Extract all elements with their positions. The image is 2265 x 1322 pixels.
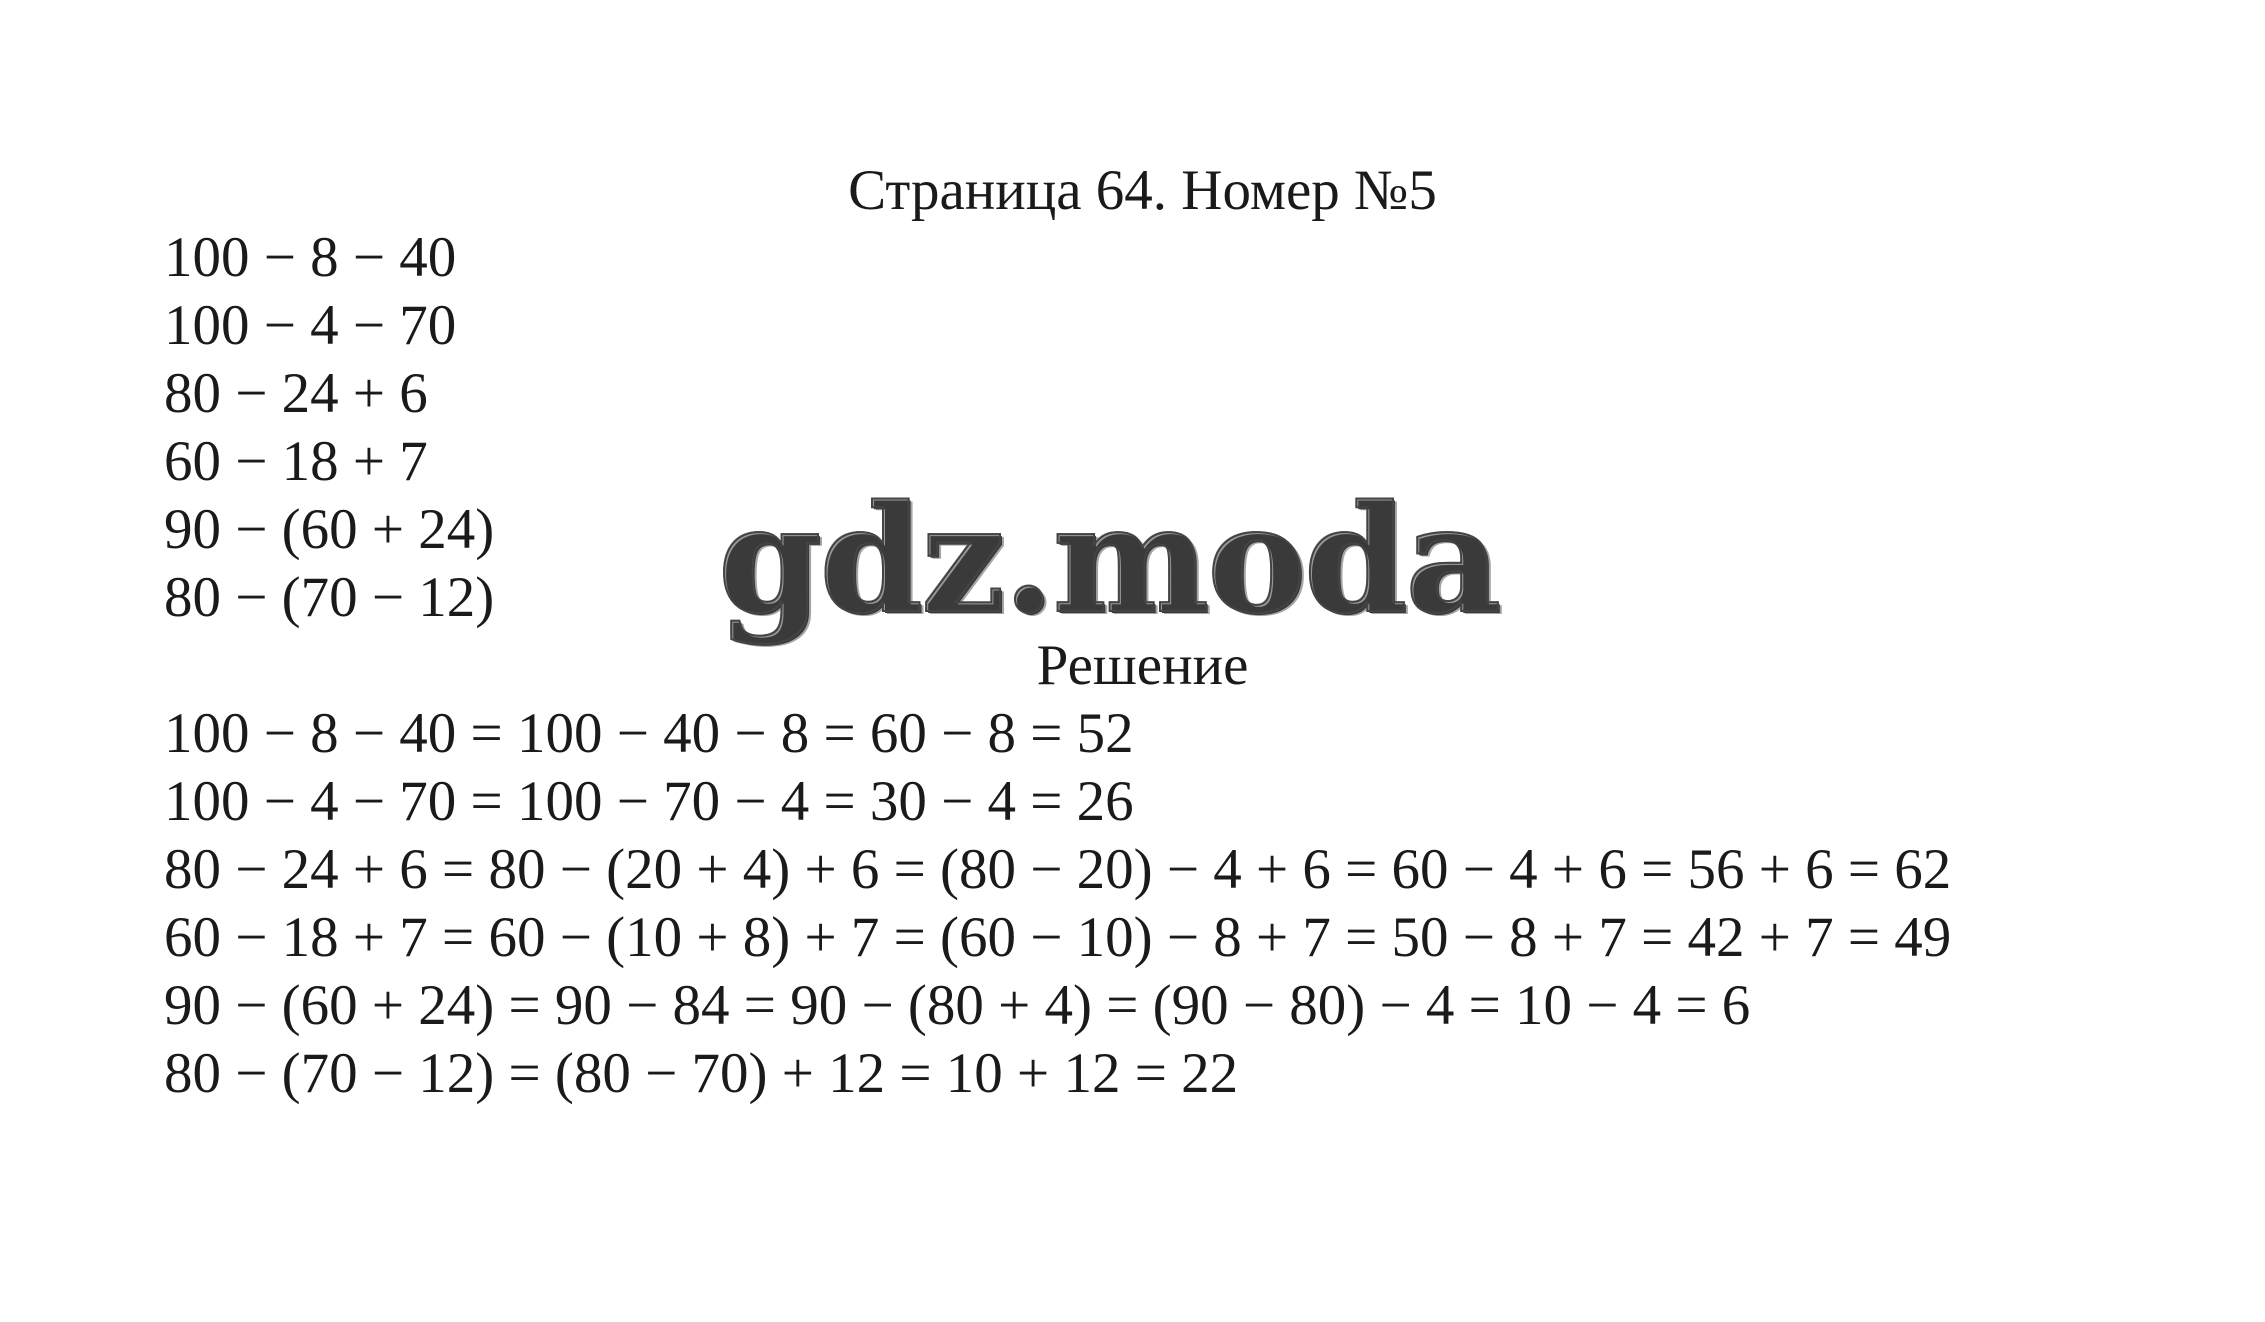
solution-item: 80 − 24 + 6 = 80 − (20 + 4) + 6 = (80 − 20) − 4 + 6 = 60 − 4 + 6 = 56 + 6 = 62 xyxy=(164,838,1952,901)
problem-item: 80 − 24 + 6 xyxy=(164,362,428,425)
solution-item: 100 − 4 − 70 = 100 − 70 − 4 = 30 − 4 = 26 xyxy=(164,770,1134,833)
problem-item: 100 − 4 − 70 xyxy=(164,294,457,357)
watermark-logo: gdz.moda xyxy=(718,472,1500,646)
solution-item: 80 − (70 − 12) = (80 − 70) + 12 = 10 + 12 = 22 xyxy=(164,1042,1239,1105)
solution-item: 90 − (60 + 24) = 90 − 84 = 90 − (80 + 4) = (90 − 80) − 4 = 10 − 4 = 6 xyxy=(164,974,1751,1037)
solution-list xyxy=(164,700,1951,1108)
solution-item: 100 − 8 − 40 = 100 − 40 − 8 = 60 − 8 = 52 xyxy=(164,702,1134,765)
problem-item: 100 − 8 − 40 xyxy=(164,226,457,289)
solution-heading: Решение xyxy=(1036,634,1249,697)
solution-item: 60 − 18 + 7 = 60 − (10 + 8) + 7 = (60 − 10) − 8 + 7 = 50 − 8 + 7 = 42 + 7 = 49 xyxy=(164,906,1952,969)
problem-item: 90 − (60 + 24) xyxy=(164,498,495,561)
problem-item: 80 − (70 − 12) xyxy=(164,566,495,629)
problem-item: 60 − 18 + 7 xyxy=(164,430,428,493)
problem-list xyxy=(164,224,494,632)
page-title: Страница 64. Номер №5 xyxy=(848,159,1437,222)
